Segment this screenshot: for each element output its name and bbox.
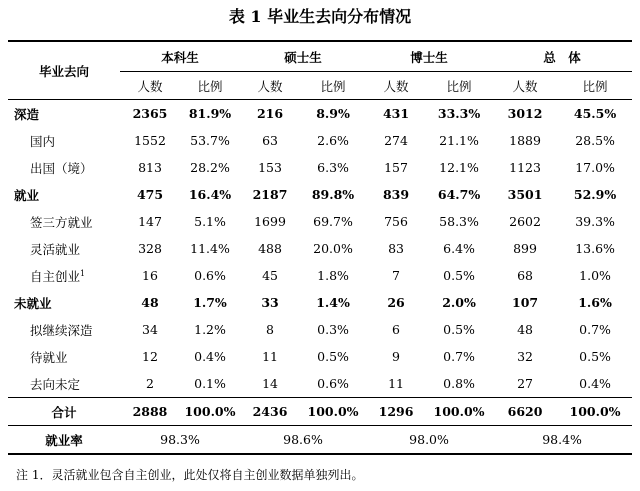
col-ratio-header: 比例 bbox=[180, 72, 240, 100]
row-label bbox=[8, 100, 120, 128]
table-cell: 5.1% bbox=[194, 214, 226, 229]
table-cell: 431 bbox=[382, 106, 410, 121]
col-ratio-header: 比例 bbox=[300, 72, 366, 100]
table-cell: 98.4% bbox=[492, 426, 632, 455]
table-cell: 53.7% bbox=[190, 133, 230, 148]
table-cell: 1.4% bbox=[316, 295, 350, 310]
table-cell: 11 bbox=[262, 349, 278, 364]
table-cell: 45 bbox=[262, 268, 278, 283]
table-cell: 0.4% bbox=[194, 349, 226, 364]
table-cell: 6.4% bbox=[443, 241, 475, 256]
table-cell: 39.3% bbox=[575, 214, 615, 229]
col-count-header: 人数 bbox=[120, 72, 180, 100]
table-cell: 12.1% bbox=[439, 160, 479, 175]
table-cell: 2187 bbox=[252, 187, 288, 202]
row-label-text: 出国（境） bbox=[30, 160, 93, 176]
table-cell: 58.3% bbox=[439, 214, 479, 229]
table-cell: 0.1% bbox=[194, 376, 226, 391]
row-label-header: 毕业去向 bbox=[8, 41, 120, 100]
table-row bbox=[8, 343, 632, 370]
table-cell: 7 bbox=[392, 268, 400, 283]
graduate-destination-table bbox=[8, 40, 632, 455]
table-cell: 83 bbox=[388, 241, 404, 256]
table-cell: 100.0% bbox=[426, 398, 492, 426]
table-cell: 1296 bbox=[366, 398, 426, 426]
table-cell: 6.3% bbox=[317, 160, 349, 175]
row-label-text: 去向未定 bbox=[30, 376, 81, 392]
table-cell: 33 bbox=[261, 295, 279, 310]
table-cell: 488 bbox=[258, 241, 282, 256]
group-header-undergrad: 本科生 bbox=[120, 41, 240, 72]
employment-rate-label: 就业率 bbox=[8, 426, 120, 455]
row-label-text: 签三方就业 bbox=[30, 214, 93, 230]
table-cell: 0.6% bbox=[194, 268, 226, 283]
table-cell: 69.7% bbox=[313, 214, 353, 229]
table-cell: 756 bbox=[384, 214, 408, 229]
table-cell: 216 bbox=[256, 106, 284, 121]
table-cell: 0.7% bbox=[443, 349, 475, 364]
table-cell: 11.4% bbox=[190, 241, 230, 256]
table-row bbox=[8, 289, 632, 316]
row-label-text: 深造 bbox=[14, 106, 40, 122]
table-cell: 17.0% bbox=[575, 160, 615, 175]
footnote-marker: 1 bbox=[80, 268, 86, 278]
table-cell: 28.5% bbox=[575, 133, 615, 148]
table-cell: 1.7% bbox=[193, 295, 227, 310]
table-cell: 2888 bbox=[120, 398, 180, 426]
table-row bbox=[8, 235, 632, 262]
table-cell: 0.7% bbox=[579, 322, 611, 337]
col-count-header: 人数 bbox=[366, 72, 426, 100]
table-cell: 98.3% bbox=[120, 426, 240, 455]
table-cell: 21.1% bbox=[439, 133, 479, 148]
table-cell: 1552 bbox=[134, 133, 166, 148]
table-cell: 48 bbox=[517, 322, 533, 337]
table-cell: 14 bbox=[262, 376, 278, 391]
table-cell: 274 bbox=[384, 133, 408, 148]
table-cell: 0.5% bbox=[443, 268, 475, 283]
table-row bbox=[8, 316, 632, 343]
col-ratio-header: 比例 bbox=[558, 72, 632, 100]
table-cell: 1699 bbox=[254, 214, 286, 229]
footnote: 注 1．灵活就业包含自主创业，此处仅将自主创业数据单独列出。 bbox=[16, 468, 364, 482]
header-row-groups bbox=[8, 41, 632, 72]
table-cell: 1.2% bbox=[194, 322, 226, 337]
table-cell: 52.9% bbox=[573, 187, 617, 202]
table-row bbox=[8, 127, 632, 154]
table-cell: 2365 bbox=[132, 106, 168, 121]
row-label bbox=[8, 181, 120, 208]
table-cell: 1.0% bbox=[579, 268, 611, 283]
table-cell: 328 bbox=[138, 241, 162, 256]
table-cell: 48 bbox=[141, 295, 159, 310]
table-cell: 0.5% bbox=[579, 349, 611, 364]
table-cell: 27 bbox=[517, 376, 533, 391]
row-label-text: 自主创业 bbox=[30, 268, 81, 284]
table-cell: 2 bbox=[146, 376, 154, 391]
table-cell: 3501 bbox=[507, 187, 543, 202]
table-cell: 0.5% bbox=[317, 349, 349, 364]
table-cell: 2602 bbox=[509, 214, 541, 229]
table-cell: 100.0% bbox=[558, 398, 632, 426]
table-cell: 20.0% bbox=[313, 241, 353, 256]
table-cell: 12 bbox=[142, 349, 158, 364]
row-label-text: 未就业 bbox=[14, 295, 52, 311]
row-label bbox=[8, 262, 120, 289]
table-row bbox=[8, 262, 632, 289]
group-header-master: 硕士生 bbox=[240, 41, 366, 72]
table-cell: 2436 bbox=[240, 398, 300, 426]
total-label: 合计 bbox=[8, 398, 120, 426]
table-row bbox=[8, 100, 632, 128]
table-cell: 68 bbox=[517, 268, 533, 283]
table-cell: 13.6% bbox=[575, 241, 615, 256]
table-cell: 147 bbox=[138, 214, 162, 229]
row-label-text: 就业 bbox=[14, 187, 40, 203]
table-cell: 107 bbox=[512, 295, 539, 310]
table-cell: 11 bbox=[388, 376, 404, 391]
table-cell: 1.8% bbox=[317, 268, 349, 283]
row-label bbox=[8, 127, 120, 154]
table-body bbox=[8, 100, 632, 398]
total-row bbox=[8, 398, 632, 426]
col-count-header: 人数 bbox=[240, 72, 300, 100]
table-cell: 98.6% bbox=[240, 426, 366, 455]
col-count-header: 人数 bbox=[492, 72, 558, 100]
table-cell: 9 bbox=[392, 349, 400, 364]
table-cell: 100.0% bbox=[300, 398, 366, 426]
table-cell: 475 bbox=[136, 187, 164, 202]
table-cell: 813 bbox=[138, 160, 162, 175]
group-header-overall: 总 体 bbox=[492, 41, 632, 72]
table-cell: 839 bbox=[382, 187, 410, 202]
table-title: 表 1 毕业生去向分布情况 bbox=[228, 7, 412, 26]
table-cell: 89.8% bbox=[311, 187, 355, 202]
row-label bbox=[8, 289, 120, 316]
table-cell: 16 bbox=[142, 268, 158, 283]
row-label-text: 灵活就业 bbox=[30, 241, 81, 257]
table-cell: 1889 bbox=[509, 133, 541, 148]
employment-rate-row bbox=[8, 426, 632, 455]
table-cell: 26 bbox=[387, 295, 405, 310]
row-label bbox=[8, 154, 120, 181]
table-cell: 157 bbox=[384, 160, 408, 175]
row-label bbox=[8, 316, 120, 343]
row-label-text: 拟继续深造 bbox=[30, 322, 93, 338]
row-label bbox=[8, 235, 120, 262]
table-cell: 45.5% bbox=[573, 106, 617, 121]
table-row bbox=[8, 181, 632, 208]
table-row bbox=[8, 154, 632, 181]
table-row bbox=[8, 370, 632, 398]
table-cell: 1.6% bbox=[578, 295, 612, 310]
table-cell: 1123 bbox=[509, 160, 541, 175]
table-cell: 2.6% bbox=[317, 133, 349, 148]
table-cell: 16.4% bbox=[188, 187, 232, 202]
table-cell: 28.2% bbox=[190, 160, 230, 175]
table-cell: 8 bbox=[266, 322, 274, 337]
group-header-doctor: 博士生 bbox=[366, 41, 492, 72]
table-cell: 100.0% bbox=[180, 398, 240, 426]
table-cell: 63 bbox=[262, 133, 278, 148]
table-cell: 32 bbox=[517, 349, 533, 364]
table-cell: 0.5% bbox=[443, 322, 475, 337]
table-cell: 6620 bbox=[492, 398, 558, 426]
row-label bbox=[8, 208, 120, 235]
table-cell: 0.6% bbox=[317, 376, 349, 391]
table-cell: 98.0% bbox=[366, 426, 492, 455]
table-cell: 34 bbox=[142, 322, 158, 337]
table-cell: 3012 bbox=[507, 106, 543, 121]
table-cell: 8.9% bbox=[316, 106, 350, 121]
table-cell: 153 bbox=[258, 160, 282, 175]
table-cell: 0.3% bbox=[317, 322, 349, 337]
table-cell: 33.3% bbox=[437, 106, 481, 121]
table-cell: 81.9% bbox=[188, 106, 232, 121]
row-label bbox=[8, 370, 120, 398]
row-label-text: 国内 bbox=[30, 133, 56, 149]
table-cell: 64.7% bbox=[437, 187, 481, 202]
table-cell: 0.8% bbox=[443, 376, 475, 391]
table-cell: 2.0% bbox=[442, 295, 476, 310]
col-ratio-header: 比例 bbox=[426, 72, 492, 100]
table-row bbox=[8, 208, 632, 235]
table-cell: 0.4% bbox=[579, 376, 611, 391]
table-cell: 6 bbox=[392, 322, 400, 337]
table-cell: 899 bbox=[513, 241, 537, 256]
row-label-text: 待就业 bbox=[30, 349, 68, 365]
row-label bbox=[8, 343, 120, 370]
